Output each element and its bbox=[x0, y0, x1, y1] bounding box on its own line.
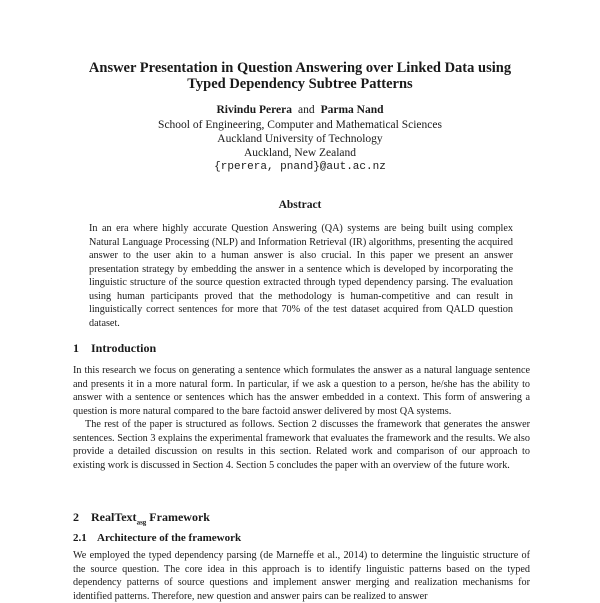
section-2-number: 2 bbox=[73, 510, 79, 524]
author-1: Rivindu Perera bbox=[216, 104, 292, 116]
paper-title-line-2: Typed Dependency Subtree Patterns bbox=[187, 76, 413, 92]
section-1-paragraph-2: The rest of the paper is structured as follows. Section 2 discusses the framework that generates the answer sentences. Section 3 explains the experimental framework that evaluates the framework and the results. We also provide a detailed discussion on results in this section. Related work and comparison of our approach to existing work is discussed in Section 4. Section 5 concludes the paper with an overview of the future work. bbox=[73, 419, 530, 471]
section-1-heading bbox=[73, 341, 156, 356]
subsection-2-1-title: Architecture of the framework bbox=[97, 532, 242, 544]
author-names bbox=[40, 103, 560, 117]
author-conjunction: and bbox=[297, 104, 315, 116]
section-2-title-main: RealText bbox=[91, 510, 137, 524]
section-1-number: 1 bbox=[73, 341, 79, 355]
affiliation-school: School of Engineering, Computer and Mathematical Sciences bbox=[158, 119, 442, 131]
subsection-2-1-heading bbox=[73, 532, 241, 544]
affiliation-university: Auckland University of Technology bbox=[217, 133, 383, 145]
author-email: {rperera, pnand}@aut.ac.nz bbox=[214, 161, 386, 173]
paper-title-line-1: Answer Presentation in Question Answering over Linked Data using bbox=[88, 60, 512, 76]
abstract-heading: Abstract bbox=[278, 199, 322, 211]
subsection-2-1-number: 2.1 bbox=[73, 532, 87, 544]
abstract-text: In an era where highly accurate Question Answering (QA) systems are being built using complex Natural Language Processing (NLP) and Information Retrieval (IR) algorithms, presenting the acquired answer to the user akin to a human answer is also crucial. In this paper we present an answer presentation strategy by embedding the answer in a sentence which is developed by incorporating the linguistic structure of the source question extracted through typed dependency parsing. The evaluation using human participants proved that the methodology is human-competitive and can result in linguistically correct sentences for more that 70% of the test dataset acquired from QALD question dataset. bbox=[89, 223, 513, 329]
affiliation-location: Auckland, New Zealand bbox=[243, 147, 357, 159]
affiliation-block bbox=[40, 118, 560, 174]
section-2-title-rest: Framework bbox=[149, 510, 210, 524]
subsection-2-1-body: We employed the typed dependency parsing (de Marneffe et al., 2014) to determine the linguistic structure of the source question. The core idea in this approach is to identify linguistic patterns based on the typed dependency patterns of source questions and implement answer merging and realization mechanisms for identified patterns. Therefore, new question and answer pairs can be realized to answer bbox=[73, 550, 530, 602]
section-2-title-subscript: asg bbox=[136, 518, 147, 527]
section-2-title bbox=[91, 510, 210, 527]
section-1-paragraph-1: In this research we focus on generating a sentence which formulates the answer as a natural language sentence and presents it in a more natural form. In particular, if we ask a question to a person, he/she has the ability to answer with a sentence or sentences which has the answer embedded in a context. This form of answering a question is more natural compared to the bare factoid answer delivered by most QA systems. bbox=[73, 365, 530, 417]
author-2: Parma Nand bbox=[320, 104, 384, 116]
paper-title bbox=[40, 60, 560, 92]
section-1-body bbox=[73, 364, 530, 472]
section-1-title: Introduction bbox=[91, 341, 157, 355]
section-2-heading bbox=[73, 510, 210, 526]
